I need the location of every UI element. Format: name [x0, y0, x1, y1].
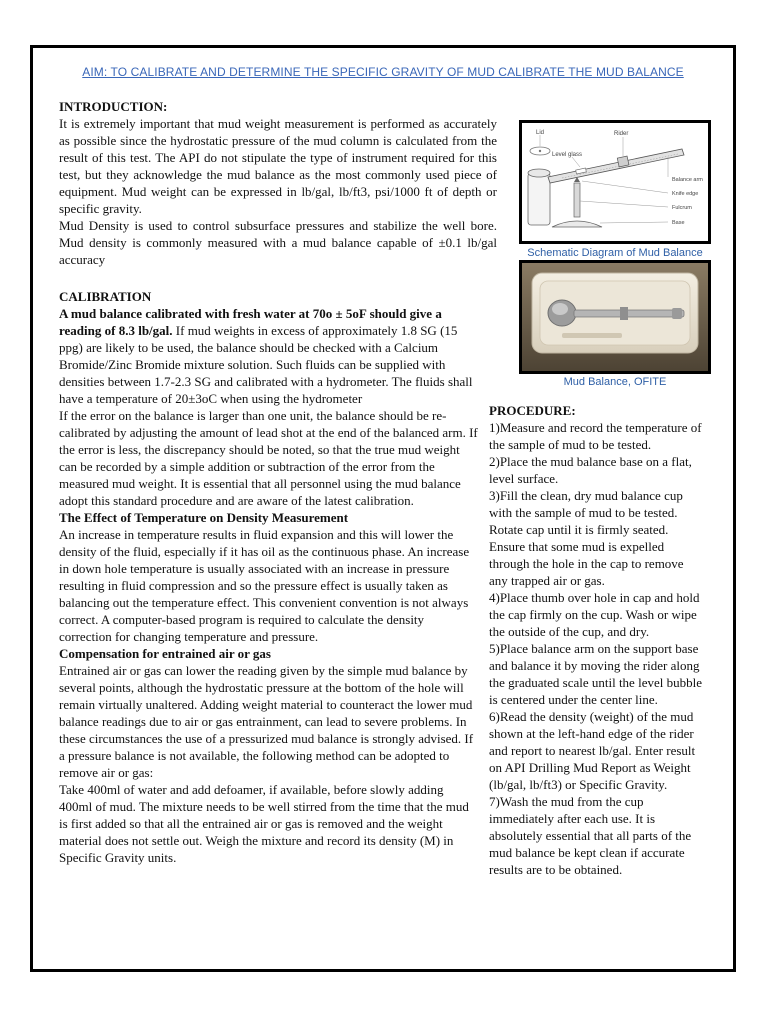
procedure-heading: PROCEDURE:: [489, 403, 576, 418]
introduction-section: [59, 98, 497, 268]
calibration-paragraph-1-text: If mud weights in excess of approximately 1.8 SG (15 ppg) are likely to be used, the balance should be checked with a Calcium Bromide/Zinc Bromide mixture solution. Such fluids can be supplied with densities between 1.7-2.3 SG and calibrated with a hydrometer. The fluids shall have a temperature of 20±3oC when using the hydrometer: [59, 323, 473, 406]
label-base: Base: [672, 220, 685, 226]
procedure-step: 4)Place thumb over hole in cap and hold the cap firmly on the cup. Wash or wipe the outside of the cup, and dry.: [489, 590, 700, 639]
label-level-glass: Level glass: [552, 152, 583, 158]
schematic-caption: Schematic Diagram of Mud Balance: [527, 247, 703, 259]
compensation-heading: Compensation for entrained air or gas: [59, 646, 271, 661]
introduction-paragraph-2: Mud Density is used to control subsurface pressures and stabilize the well bore. Mud density is commonly measured with a mud balance capable of ±0.1 lb/gal accuracy: [59, 218, 497, 267]
calibration-paragraph-1: [59, 305, 479, 407]
document-frame: [30, 45, 736, 972]
temperature-paragraph: An increase in temperature results in fluid expansion and this will lower the density of the fluid, especially if it has oil as the continuous phase. An increase in down hole temperature is usually associated with an increase in pressure resulting in fluid compression and so the pressure effect is usually taken as balancing out the temperature effect. This convenient convention is not always correct. A computer-based program is required to calculate the density correction for changing temperature and pressure.: [59, 527, 470, 644]
compensation-paragraph-1: Entrained air or gas can lower the reading given by the simple mud balance by several points, although the hydrostatic pressure at the bottom of the hole will remain virtually unaltered. Adding weight material to counteract the lower mud balance readings due to air or gas entrainment, can lead to severe problems. In these circumstances the use of a pressurized mud balance is strongly advised. If a pressure balance is not available, the following method can be adopted to remove air or gas:: [59, 663, 474, 780]
label-balance-arm: Balance arm: [672, 177, 703, 183]
label-knife-edge: Knife edge: [672, 191, 699, 197]
calibration-bold-lead: A mud balance calibrated with fresh water at 70o ± 5oF should give a reading of 8.3 lb/gal.: [59, 306, 442, 338]
calibration-paragraph-2: If the error on the balance is larger than one unit, the balance should be re-calibrated by adjusting the amount of lead shot at the end of the balanced arm. If the error is less, the discrepancy should be noted, so that the true mud weight can be recorded by a simple addition or subtraction of the error from the measured mud weight. It is essential that all personnel using the mud balance adopt this standard procedure and are aware of the latest calibration.: [59, 408, 478, 508]
label-fulcrum: Fulcrum: [672, 205, 692, 211]
label-rider: Rider: [614, 131, 629, 137]
label-lid: Lid: [536, 130, 545, 136]
calibration-heading: CALIBRATION: [59, 289, 152, 304]
mud-balance-schematic: [522, 123, 708, 241]
procedure-step: 1)Measure and record the temperature of the sample of mud to be tested.: [489, 420, 702, 452]
procedure-step: 3)Fill the clean, dry mud balance cup with the sample of mud to be tested. Rotate cap until it is firmly seated. Ensure that some mud is expelled through the hole in the cap to remove any trapped air or gas.: [489, 488, 684, 588]
procedure-step: 5)Place balance arm on the support base and balance it by moving the rider along the graduated scale until the level bubble is centered under the center line.: [489, 641, 702, 707]
photo-caption: Mud Balance, OFITE: [563, 376, 667, 388]
procedure-step: 7)Wash the mud from the cup immediately after each use. It is absolutely essential that all parts of the mud balance be kept clean if accurate results are to be obtained.: [489, 794, 692, 877]
procedure-step: 6)Read the density (weight) of the mud shown at the left-hand edge of the rider and report to nearest lb/gal. Enter result on API Drilling Mud Report as Weight (lb/gal, lb/ft3) or Specific Gravity.: [489, 709, 696, 792]
procedure-step: 2)Place the mud balance base on a flat, level surface.: [489, 454, 692, 486]
introduction-paragraph-1: It is extremely important that mud weight measurement is performed as accurately as possible since the hydrostatic pressure of the mud column is calculated from the result of this test. The API do not stipulate the type of instrument required for this test, but they acknowledge the mud balance as the most commonly used piece of equipment. Mud weight can be expressed in lb/gal, lb/ft3, psi/1000 ft of depth or specific gravity.: [59, 116, 497, 216]
calibration-column: [59, 288, 479, 866]
mud-balance-case-illustration: [522, 263, 708, 371]
document-title: AIM: TO CALIBRATE AND DETERMINE THE SPECIFIC GRAVITY OF MUD CALIBRATE THE MUD BALANCE: [82, 65, 684, 79]
procedure-column: [489, 402, 705, 878]
temperature-heading: The Effect of Temperature on Density Measurement: [59, 510, 349, 525]
introduction-heading: INTRODUCTION:: [59, 99, 168, 114]
schematic-diagram-figure: [519, 120, 711, 244]
mud-balance-photo: [519, 260, 711, 374]
compensation-paragraph-2: Take 400ml of water and add defoamer, if available, before slowly adding 400ml of mud. The mixture needs to be well stirred from the time that the mud is first added so that all the entrained air or gas is removed and the weight material does not settle out. Weigh the mixture and record its density (M) in Specific Gravity units.: [59, 782, 469, 865]
